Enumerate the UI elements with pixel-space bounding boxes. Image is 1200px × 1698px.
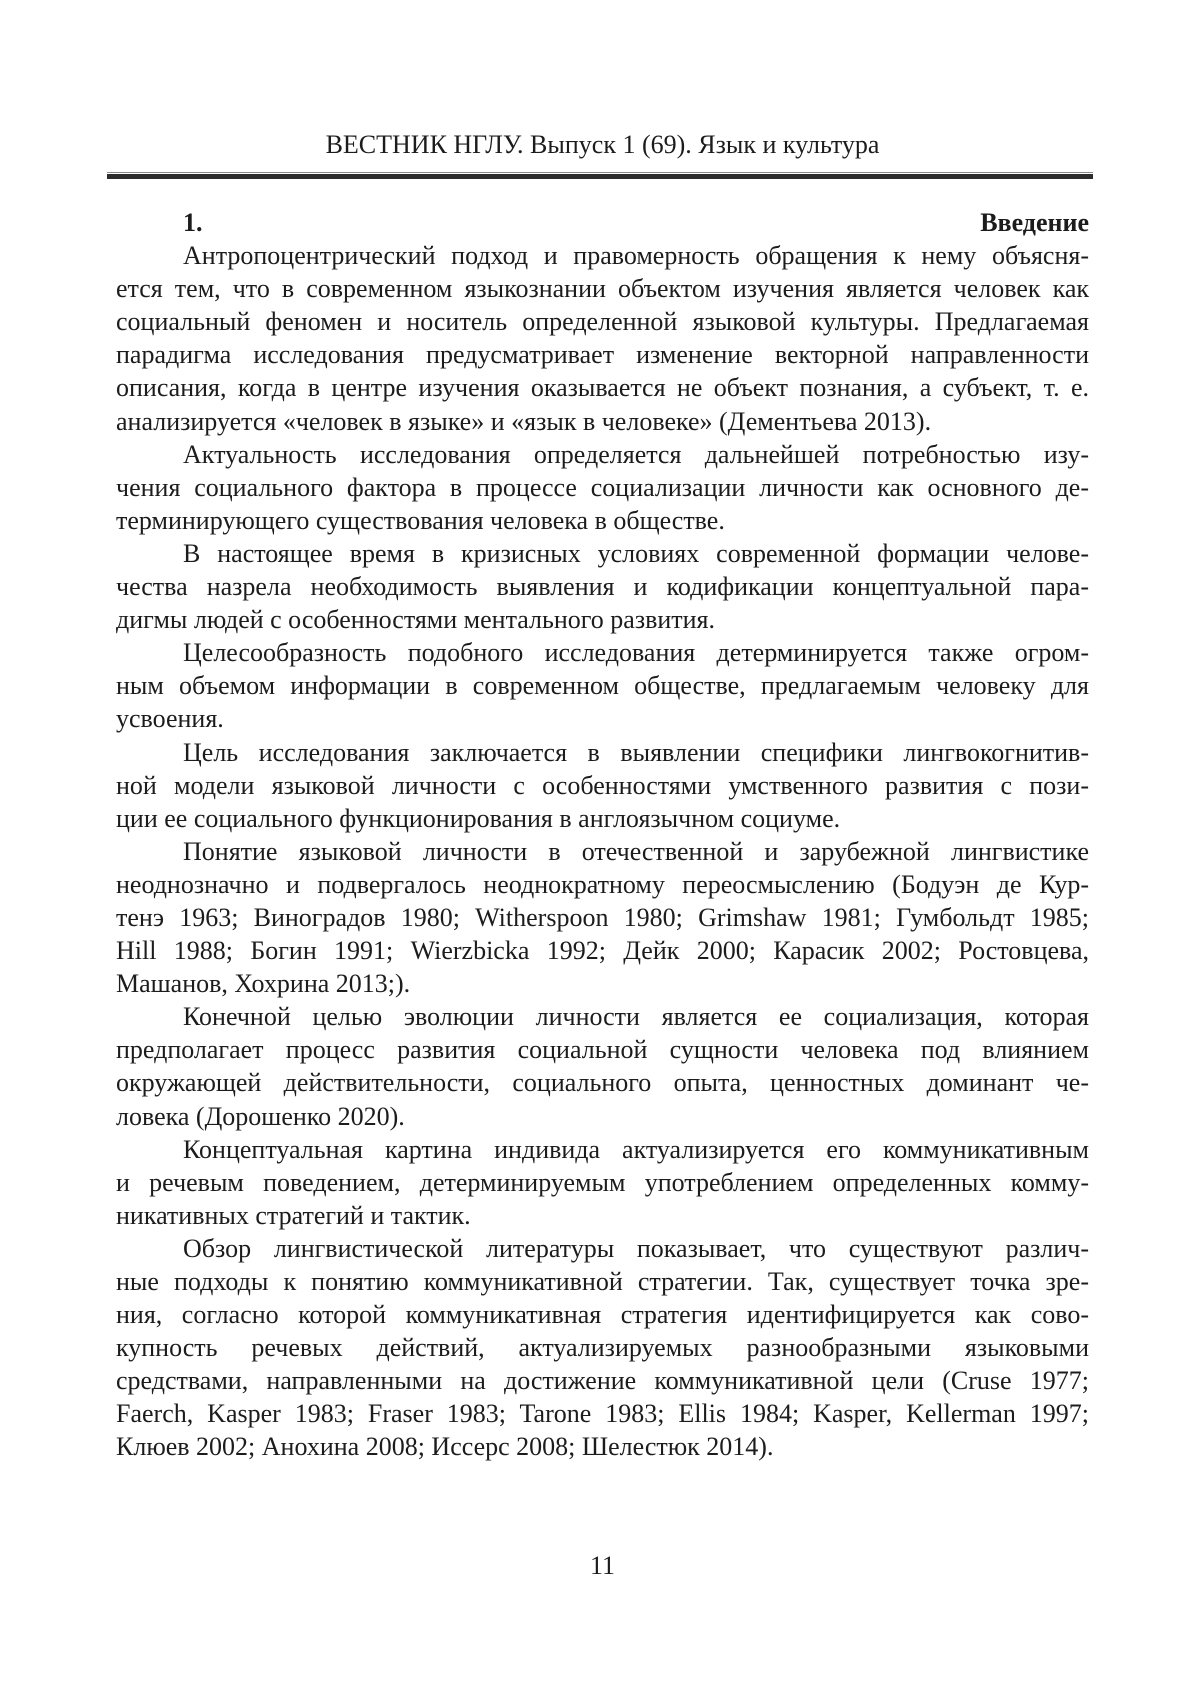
text-line: ным объемом информации в современном обществе, предлагаемым человеку для <box>116 671 1089 701</box>
paragraph <box>116 1000 1089 1132</box>
text-line: тенэ 1963; Виноградов 1980; Witherspoon 1980; Grimshaw 1981; Гумбольдт 1985; <box>116 902 1089 932</box>
text-line: терминирующего существования человека в обществе. <box>116 505 725 535</box>
text-line: Faerch, Kasper 1983; Fraser 1983; Tarone 1983; Ellis 1984; Kasper, Kellerman 1997; <box>116 1399 1089 1429</box>
text-line: Антропоцентрический подход и правомерность обращения к нему объясня- <box>183 241 1089 271</box>
text-line: Hill 1988; Богин 1991; Wierzbicka 1992; Дейк 2000; Карасик 2002; Ростовцева, <box>116 936 1089 966</box>
text-line: Концептуальная картина индивида актуализируется его коммуникативным <box>183 1134 1089 1164</box>
text-line: Обзор лингвистической литературы показывает, что существуют различ- <box>183 1233 1089 1263</box>
text-line: Машанов, Хохрина 2013;). <box>116 969 411 999</box>
text-line: средствами, направленными на достижение коммуникативной цели (Cruse 1977; <box>116 1366 1089 1396</box>
article-body <box>116 206 1089 1464</box>
text-line: и речевым поведением, детерминируемым употреблением определенных комму- <box>116 1167 1089 1197</box>
text-line: В настоящее время в кризисных условиях современной формации челове- <box>183 538 1089 568</box>
paragraph <box>116 239 1089 438</box>
text-line: чества назрела необходимость выявления и кодификации концептуальной пара- <box>116 572 1089 602</box>
paragraph <box>116 835 1089 1000</box>
paragraph <box>116 636 1089 735</box>
text-line: ной модели языковой личности с особенностями умственного развития с пози- <box>116 770 1089 800</box>
header-rule <box>107 172 1093 179</box>
paragraph <box>116 1232 1089 1464</box>
text-line: ловека (Дорошенко 2020). <box>116 1101 405 1131</box>
text-line: ции ее социального функционирования в англоязычном социуме. <box>116 803 841 833</box>
text-line: никативных стратегий и тактик. <box>116 1200 471 1230</box>
text-line: парадигма исследования предусматривает изменение векторной направленности <box>116 340 1089 370</box>
text-line: ется тем, что в современном языкознании объектом изучения является человек как <box>116 274 1089 304</box>
text-line: Цель исследования заключается в выявлении специфики лингвокогнитив- <box>183 737 1089 767</box>
running-head: ВЕСТНИК НГЛУ. Выпуск 1 (69). Язык и культура <box>325 130 880 159</box>
text-line: неоднозначно и подвергалось неоднократному переосмыслению (Бодуэн де Кур- <box>116 869 1089 899</box>
text-line: Понятие языковой личности в отечественной и зарубежной лингвистике <box>183 836 1089 866</box>
text-line: анализируется «человек в языке» и «язык в человеке» (Дементьева 2013). <box>116 406 932 436</box>
text-line: социальный феномен и носитель определенной языковой культуры. Предлагаемая <box>116 307 1089 337</box>
text-line: усвоения. <box>116 704 224 734</box>
text-line: Целесообразность подобного исследования детерминируется также огром- <box>183 638 1089 668</box>
text-line: дигмы людей с особенностями ментального развития. <box>116 605 716 635</box>
paragraph <box>116 438 1089 537</box>
paragraph <box>116 537 1089 636</box>
text-line: описания, когда в центре изучения оказывается не объект познания, а субъект, т. е. <box>116 373 1089 403</box>
text-line: Актуальность исследования определяется дальнейшей потребностью изу- <box>183 439 1089 469</box>
section-heading: 1. Введение <box>183 208 1089 237</box>
page-number: 11 <box>589 1551 616 1580</box>
text-line: купность речевых действий, актуализируемых разнообразными языковыми <box>116 1333 1089 1363</box>
text-line: чения социального фактора в процессе социализации личности как основного де- <box>116 472 1089 502</box>
text-line: предполагает процесс развития социальной сущности человека под влиянием <box>116 1035 1089 1065</box>
paragraph <box>116 1133 1089 1232</box>
text-line: окружающей действительности, социального опыта, ценностных доминант че- <box>116 1068 1089 1098</box>
text-line: Конечной целью эволюции личности является ее социализация, которая <box>183 1002 1089 1032</box>
paragraph <box>116 736 1089 835</box>
text-line: Клюев 2002; Анохина 2008; Иссерс 2008; Шелестюк 2014). <box>116 1432 774 1462</box>
text-line: ния, согласно которой коммуникативная стратегия идентифицируется как сово- <box>116 1300 1089 1330</box>
text-line: ные подходы к понятию коммуникативной стратегии. Так, существует точка зре- <box>116 1267 1089 1296</box>
